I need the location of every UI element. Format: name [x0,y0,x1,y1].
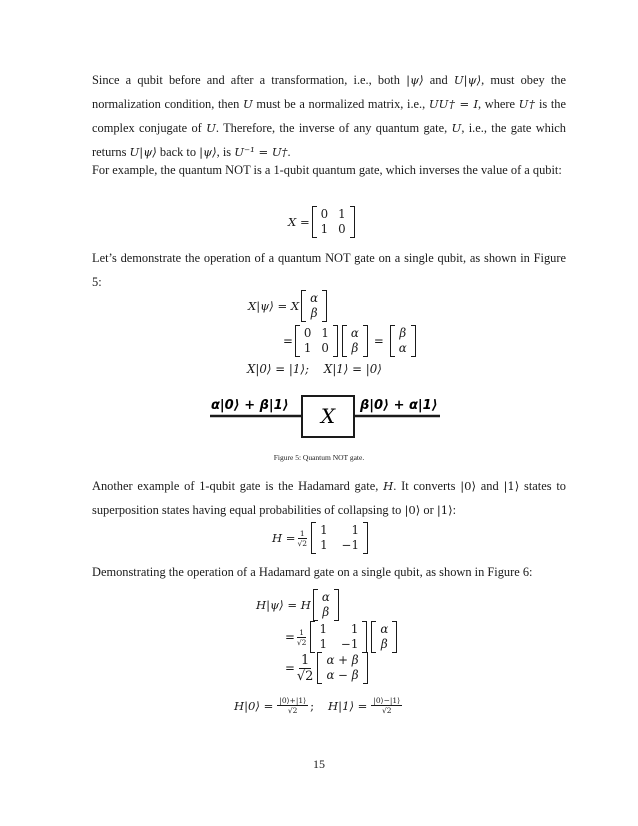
vector-sum-diff: α + β α − β [317,652,367,684]
equation-h-basis: H|0⟩ = $\frac{|0⟩+|1⟩}{√2}$ ; H|1⟩ = $\frac{|0⟩-|1⟩}{√2}$ [234,696,401,715]
paragraph-hadamard-demo: Demonstrating the operation of a Hadamard gate on a single qubit, as shown in Figure 6: [92,565,533,579]
matrix-h: 1 1 1 −1 [311,522,368,554]
matrix-x: 0 1 1 0 [295,325,338,357]
equation-x-apply-line1: X|ψ⟩ = X α β [248,290,329,322]
equation-x-definition [288,206,357,238]
equation-x-basis: X|0⟩ = |1⟩; X|1⟩ = |0⟩ [247,362,382,376]
equation-h-apply-line2: = $\frac{1}{√2}$ 1 1 1 −1 α β [285,621,399,653]
matrix-x: 0 1 1 0 [312,206,355,238]
equation-lhs: X = [288,215,310,229]
equation-h-apply-line1: H|ψ⟩ = H α β [256,589,341,621]
paragraph-hadamard: Another example of 1-qubit gate is the Hadamard gate, H. It converts |0⟩ and |1⟩ states to superposition states having equal probabilities of collapsing to |0⟩ or |1⟩: [92,479,566,517]
matrix-h: 1 1 1 −1 [310,621,367,653]
vector-beta-alpha: β α [390,325,416,357]
output-state-label: β|0⟩ + α|1⟩ [360,398,438,413]
input-state-label: α|0⟩ + β|1⟩ [211,398,289,413]
vector-alpha-beta: α β [371,621,397,653]
page-number: 15 [313,757,325,771]
vector-alpha-beta: α β [342,325,368,357]
paragraph-unitary: Since a qubit before and after a transformation, i.e., both |ψ⟩ and U|ψ⟩, must obey the normalization condition, then U must be a normalized matrix, i.e., UU† = I, where U† is the complex conjugate of U. Therefore, the inverse of any quantum gate, U, i.e., the gate which returns U|ψ⟩ back to |ψ⟩, is U⁻¹ = U†. [92,73,566,159]
gate-label: X [320,404,336,428]
equation-x-apply-line2: = 0 1 1 0 α β = β α [283,325,418,357]
vector-alpha-beta: α β [301,290,327,322]
paragraph-not-gate: For example, the quantum NOT is a 1-qubit quantum gate, which inverses the value of a qubit: [92,163,562,177]
paragraph-not-demo: Let’s demonstrate the operation of a quantum NOT gate on a single qubit, as shown in Figure 5: [92,251,566,289]
vector-alpha-beta: α β [313,589,339,621]
equation-h-apply-line3: = $\frac{1}{√2}$ α + β α − β [285,652,370,684]
figure-5-circuit [0,390,638,450]
equation-h-definition: H = $\frac{1}{√2}$ 1 1 1 −1 [272,522,370,554]
figure-5-caption: Figure 5: Quantum NOT gate. [273,453,365,462]
fraction-one-over-root2: $\frac{1}{√2}$ [297,528,308,548]
